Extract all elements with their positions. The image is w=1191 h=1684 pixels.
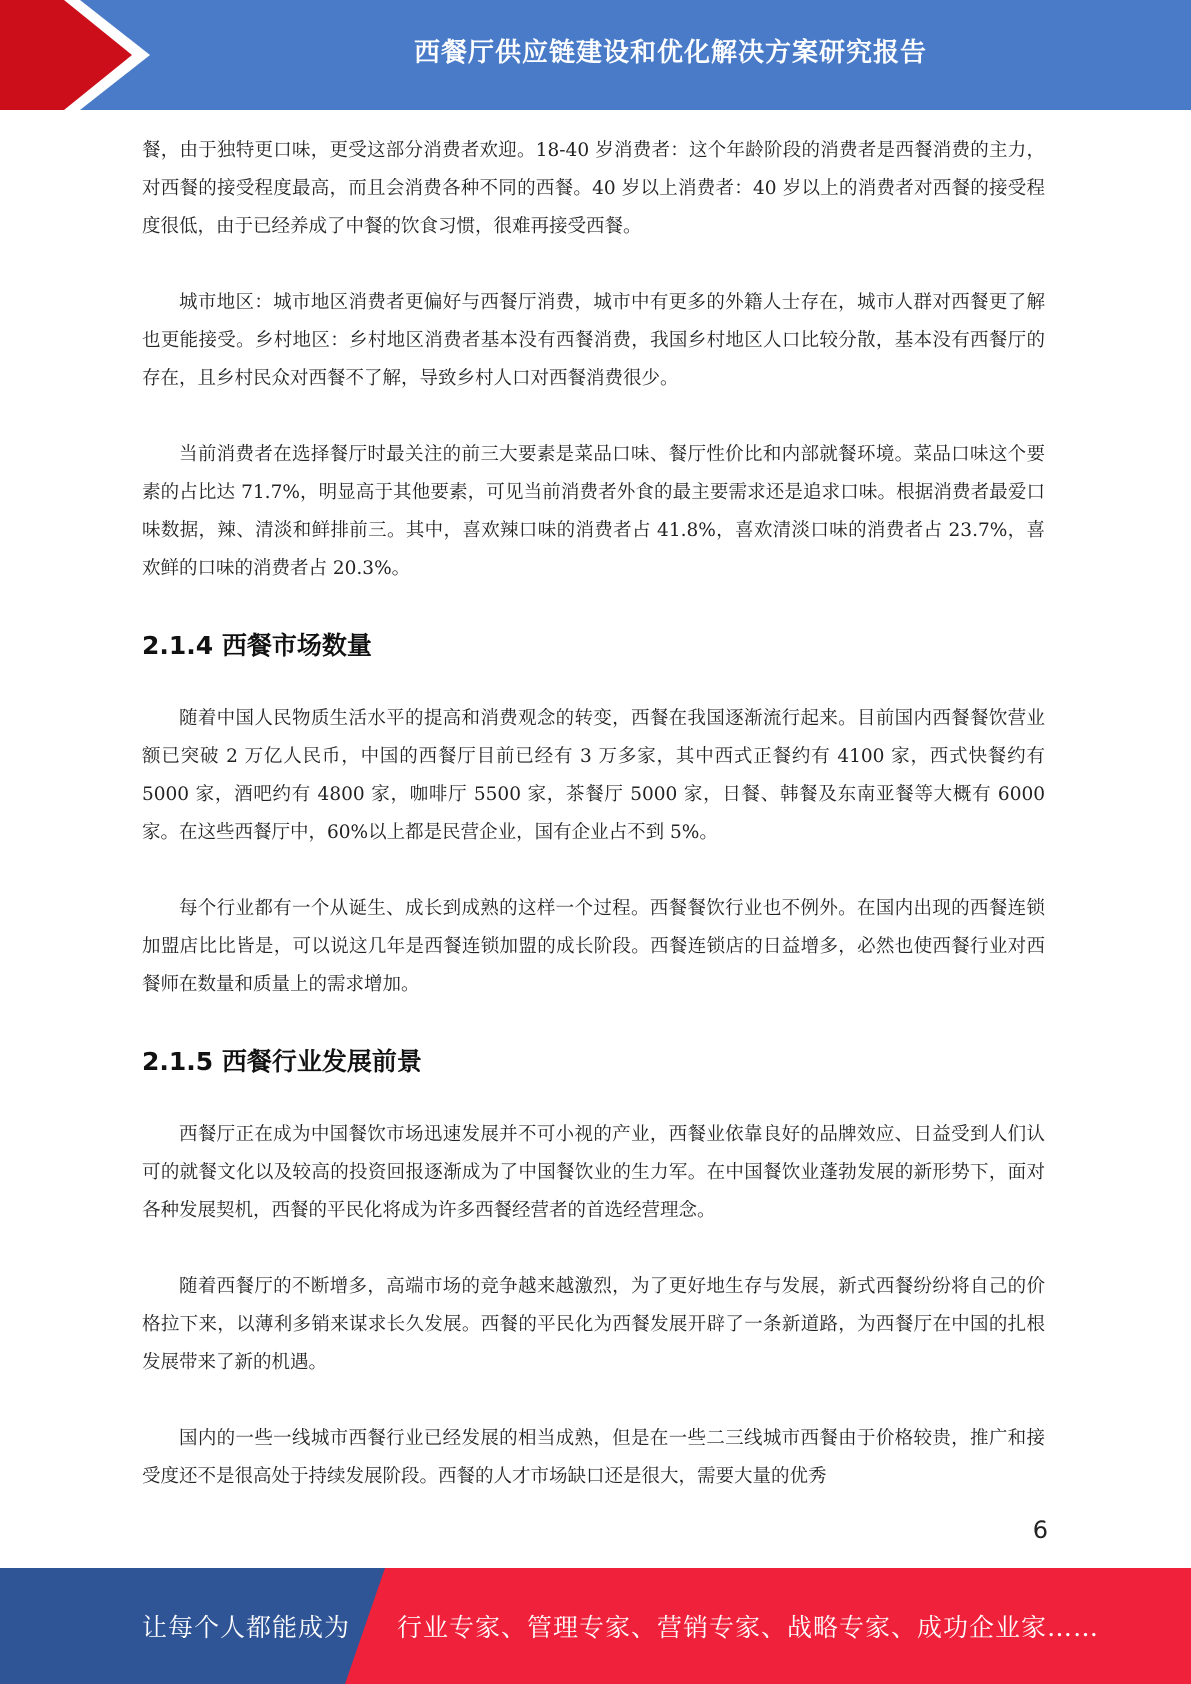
page-footer bbox=[0, 1568, 1191, 1684]
section-heading-2-1-4: 2.1.4 西餐市场数量 bbox=[142, 631, 372, 660]
section-heading-2-1-5: 2.1.5 西餐行业发展前景 bbox=[142, 1047, 422, 1076]
paragraph-taste-preferences: 当前消费者在选择餐厅时最关注的前三大要素是菜品口味、餐厅性价比和内部就餐环境。菜品口味这个要素的占比达 71.7%，明显高于其他要素，可见当前消费者外食的最主要需求还是追求口味。根据消费者最爱口味数据，辣、清淡和鲜排前三。其中，喜欢辣口味的消费者占 41.8%，喜欢清淡口味的消费者占 23.7%，喜欢鲜的口味的消费者占 20.3%。 bbox=[142, 444, 1045, 579]
paragraph-market-count: 随着中国人民物质生活水平的提高和消费观念的转变，西餐在我国逐渐流行起来。目前国内西餐餐饮营业额已突破 2 万亿人民币，中国的西餐厅目前已经有 3 万多家，其中西式正餐约有 4100 家，西式快餐约有 5000 家，酒吧约有 4800 家，咖啡厅 5500 家，茶餐厅 5000 家，日餐、韩餐及东南亚餐等大概有 6000 家。在这些西餐厅中，60%以上都是民营企业，国有企业占不到 5%。 bbox=[142, 708, 1046, 843]
main-content bbox=[142, 132, 1045, 1534]
footer-slogan-right: 行业专家、管理专家、营销专家、战略专家、成功企业家…… bbox=[397, 1613, 1100, 1642]
paragraph-talent-gap: 国内的一些一线城市西餐行业已经发展的相当成熟，但是在一些二三线城市西餐由于价格较贵，推广和接受度还不是很高处于持续发展阶段。西餐的人才市场缺口还是很大，需要大量的优秀 bbox=[142, 1428, 1045, 1487]
paragraph-age-groups: 餐，由于独特更口味，更受这部分消费者欢迎。18-40 岁消费者：这个年龄阶段的消费者是西餐消费的主力，对西餐的接受程度最高，而且会消费各种不同的西餐。40 岁以上消费者：40 岁以上的消费者对西餐的接受程度很低，由于已经养成了中餐的饮食习惯，很难再接受西餐。 bbox=[142, 140, 1045, 237]
page-header bbox=[0, 0, 1191, 110]
paragraph-prospects: 西餐厅正在成为中国餐饮市场迅速发展并不可小视的产业，西餐业依靠良好的品牌效应、日益受到人们认可的就餐文化以及较高的投资回报逐渐成为了中国餐饮业的生力军。在中国餐饮业蓬勃发展的新形势下，面对各种发展契机，西餐的平民化将成为许多西餐经营者的首选经营理念。 bbox=[142, 1124, 1045, 1221]
paragraph-urban-rural: 城市地区：城市地区消费者更偏好与西餐厅消费，城市中有更多的外籍人士存在，城市人群对西餐更了解也更能接受。乡村地区：乡村地区消费者基本没有西餐消费，我国乡村地区人口比较分散，基本没有西餐厅的存在，且乡村民众对西餐不了解，导致乡村人口对西餐消费很少。 bbox=[142, 292, 1045, 389]
footer-slogan-left: 让每个人都能成为 bbox=[142, 1613, 351, 1642]
paragraph-popularization: 随着西餐厅的不断增多，高端市场的竞争越来越激烈，为了更好地生存与发展，新式西餐纷纷将自己的价格拉下来，以薄利多销来谋求长久发展。西餐的平民化为西餐发展开辟了一条新道路，为西餐厅在中国的扎根发展带来了新的机遇。 bbox=[142, 1276, 1045, 1373]
page-number: 6 bbox=[1032, 1516, 1048, 1544]
report-title: 西餐厅供应链建设和优化解决方案研究报告 bbox=[413, 37, 927, 68]
paragraph-industry-growth: 每个行业都有一个从诞生、成长到成熟的这样一个过程。西餐餐饮行业也不例外。在国内出现的西餐连锁加盟店比比皆是，可以说这几年是西餐连锁加盟的成长阶段。西餐连锁店的日益增多，必然也使西餐行业对西餐师在数量和质量上的需求增加。 bbox=[142, 898, 1045, 995]
